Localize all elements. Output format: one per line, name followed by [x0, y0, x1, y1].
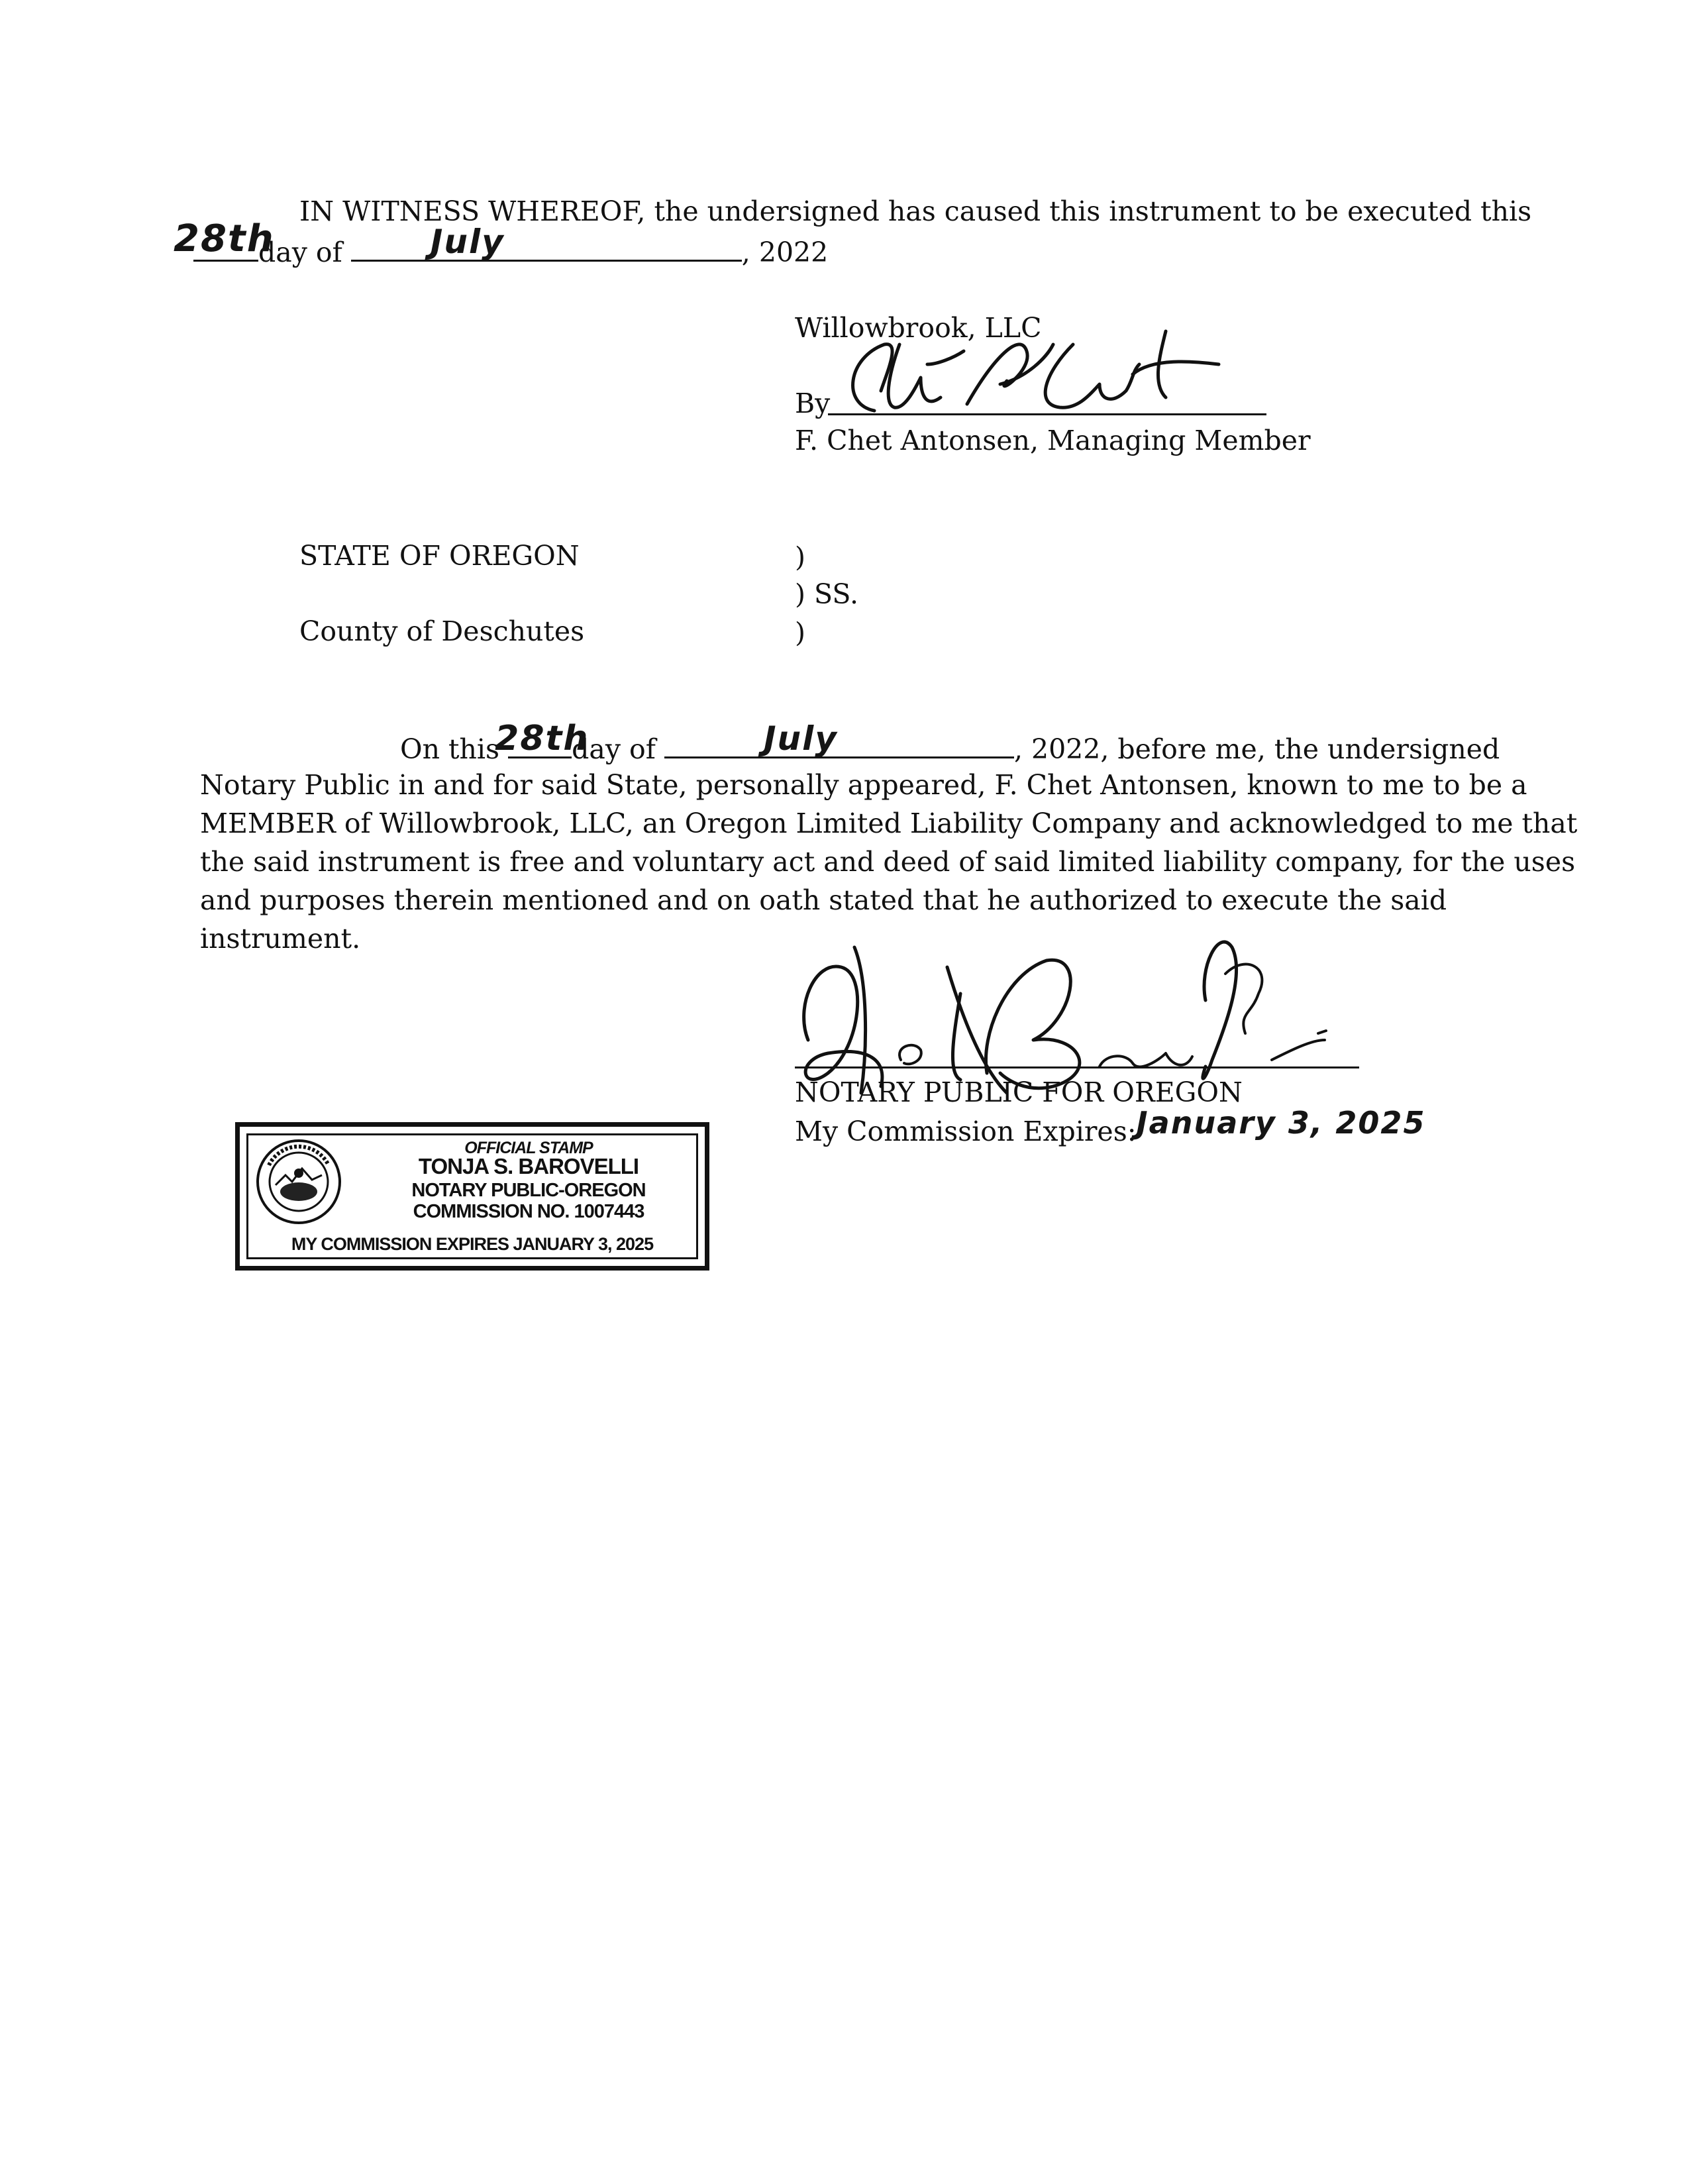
ack-line-1	[400, 719, 1500, 768]
witness-day-of: day of	[258, 236, 342, 268]
stamp-role: NOTARY PUBLIC-OREGON	[411, 1180, 646, 1201]
commission-label: My Commission Expires:	[795, 1116, 1137, 1147]
witness-year: , 2022	[741, 236, 829, 268]
stamp-heading: OFFICIAL STAMP	[464, 1139, 593, 1157]
stamp-name: TONJA S. BAROVELLI	[418, 1154, 639, 1178]
ack-line-6: instrument.	[200, 923, 361, 955]
ack-month-handwritten: July	[763, 719, 838, 758]
ack-line-2: Notary Public in and for said State, personally appeared, F. Chet Antonsen, known to me to be a	[200, 769, 1527, 801]
ack-line-3: MEMBER of Willowbrook, LLC, an Oregon Limited Liability Company and acknowledged to me that	[200, 807, 1578, 839]
witness-month-blank	[351, 223, 742, 262]
witness-intro: IN WITNESS WHEREOF, the undersigned has caused this instrument to be executed this	[299, 195, 1532, 227]
witness-month-handwritten: July	[430, 223, 505, 261]
stamp-commission: COMMISSION NO. 1007443	[413, 1201, 644, 1222]
venue-paren-1: )	[795, 541, 805, 573]
venue-paren-3: )	[795, 617, 805, 649]
company-name: Willowbrook, LLC	[795, 312, 1042, 344]
company-signature	[821, 318, 1232, 431]
ack-day-handwritten: 28th	[495, 719, 590, 758]
ack-on-this: On this	[400, 733, 500, 765]
ack-line1-rest: , 2022, before me, the undersigned	[1013, 733, 1500, 765]
commission-date-handwritten: January 3, 2025	[1136, 1105, 1426, 1141]
commission-date-blank	[1136, 1105, 1426, 1141]
witness-day-handwritten: 28th	[174, 217, 275, 260]
by-label: By	[795, 388, 831, 419]
venue-paren-ss: ) SS.	[795, 578, 859, 610]
county-label: County of Deschutes	[299, 615, 585, 647]
ack-day-of: day of	[572, 733, 656, 765]
official-stamp	[235, 1122, 709, 1271]
state-seal-icon	[256, 1139, 342, 1225]
ack-month-blank	[664, 719, 1014, 758]
signer-name-title: F. Chet Antonsen, Managing Member	[795, 425, 1311, 456]
witness-day-blank	[174, 217, 275, 262]
ack-day-blank	[495, 719, 590, 758]
state-label: STATE OF OREGON	[299, 540, 580, 572]
witness-line-2	[174, 217, 829, 272]
ack-line-5: and purposes therein mentioned and on oath stated that he authorized to execute the said	[200, 884, 1447, 916]
stamp-expires: MY COMMISSION EXPIRES JANUARY 3, 2025	[291, 1234, 654, 1254]
ack-line-4: the said instrument is free and voluntary act and deed of said limited liability company, for the uses	[200, 846, 1576, 878]
notary-title: NOTARY PUBLIC FOR OREGON	[795, 1076, 1243, 1108]
notary-commission-line	[795, 1105, 1426, 1151]
